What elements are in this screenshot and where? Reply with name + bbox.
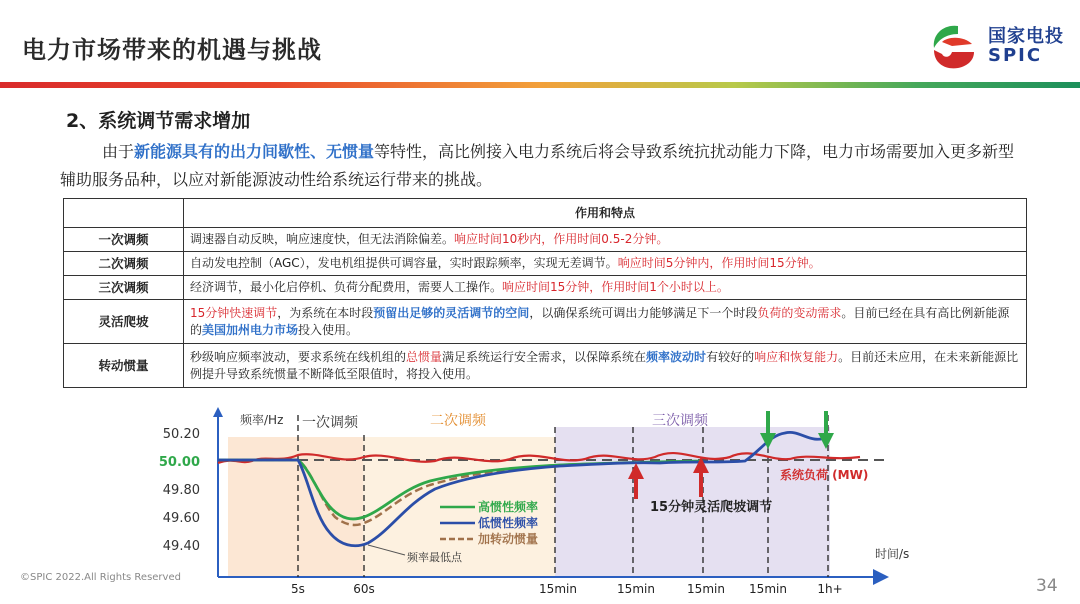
- table-row: [64, 300, 1027, 344]
- legend-high: 高惯性频率: [478, 500, 539, 514]
- intro-paragraph: [60, 138, 1020, 194]
- row-desc: [184, 344, 1027, 388]
- legend-low: 低惯性频率: [478, 516, 539, 530]
- phase3-label: 三次调频: [652, 413, 708, 429]
- desc-text: 有较好的: [706, 349, 755, 364]
- x-axis-label: 时间/s: [875, 547, 910, 561]
- row-desc: [184, 276, 1027, 300]
- desc-text: 经济调节，最小化启停机、负荷分配费用，需要人工操作。: [190, 280, 503, 294]
- x-tick: 15min: [749, 582, 787, 596]
- desc-text: 满足系统运行安全需求，以保障系统在: [442, 349, 647, 364]
- phase2-label: 二次调频: [430, 413, 486, 429]
- regulation-table: [63, 198, 1027, 388]
- y-tick: 50.00: [158, 455, 200, 470]
- row-label: 三次调频: [64, 276, 184, 300]
- spic-logo: [928, 20, 1068, 72]
- desc-emphasis: 美国加州电力市场: [202, 322, 299, 337]
- desc-highlight: 响应时间5分钟内，作用时间15分钟。: [617, 256, 821, 270]
- phase1-label: 一次调频: [302, 415, 358, 431]
- x-tick: 5s: [291, 582, 305, 596]
- y-tick: 49.40: [162, 539, 200, 554]
- load-label: 系统负荷 (MW): [780, 468, 869, 482]
- row-label: 二次调频: [64, 252, 184, 276]
- para-text: 由于: [102, 142, 135, 161]
- desc-text: 自动发电控制（AGC），发电机组提供可调容量，实时跟踪频率，实现无差调节。: [190, 256, 618, 270]
- desc-text: 。目前已经在具有高比例新能源的: [190, 305, 1010, 337]
- nadir-label: 频率最低点: [407, 551, 462, 564]
- table-header-blank: [64, 199, 184, 228]
- ramp-label: 15分钟灵活爬坡调节: [650, 500, 773, 515]
- table-row: [64, 344, 1027, 388]
- logo-chinese-text: 国家电投: [988, 26, 1064, 47]
- row-desc: [184, 252, 1027, 276]
- y-tick: 49.80: [162, 483, 200, 498]
- logo-english-text: SPIC: [988, 45, 1043, 66]
- legend: [440, 499, 538, 546]
- gradient-divider: [0, 82, 1080, 88]
- y-axis-arrow-icon: [213, 407, 223, 417]
- desc-highlight: 响应时间15分钟，作用时间1个小时以上。: [502, 280, 729, 294]
- row-desc: [184, 228, 1027, 252]
- frequency-diagram: [140, 405, 920, 597]
- y-axis-label: 频率/Hz: [240, 413, 284, 427]
- section-heading: 2、系统调节需求增加: [66, 110, 251, 132]
- y-tick: 49.60: [162, 511, 200, 526]
- x-tick: 15min: [687, 582, 725, 596]
- desc-text: ，为系统在本时段: [277, 305, 374, 320]
- x-tick: 15min: [539, 582, 577, 596]
- table-row: [64, 252, 1027, 276]
- page-number: 34: [1036, 576, 1058, 596]
- table-row: [64, 276, 1027, 300]
- legend-added: 加转动惯量: [478, 532, 539, 546]
- desc-text: 调速器自动反映，响应速度快，但无法消除偏差。: [190, 232, 455, 246]
- slide-title: 电力市场带来的机遇与挑战: [22, 36, 322, 64]
- desc-text: 秒级响应频率波动，要求系统在线机组的: [190, 349, 407, 364]
- row-desc: [184, 300, 1027, 344]
- desc-text: 投入使用。: [298, 322, 359, 337]
- desc-text: 。目前还未应用，在未来新能源比例提升导致系统惯量不断降低至限值时，将投入使用。: [190, 349, 1019, 381]
- x-tick: 60s: [353, 582, 375, 596]
- desc-highlight: 负荷的变动需求: [757, 305, 842, 320]
- row-label: 转动惯量: [64, 344, 184, 388]
- spic-logo-icon: [928, 20, 980, 72]
- desc-highlight: 响应和恢复能力: [754, 349, 839, 364]
- table-row: [64, 228, 1027, 252]
- row-label: 一次调频: [64, 228, 184, 252]
- desc-highlight: 总惯量: [406, 349, 443, 364]
- phase1-region: [228, 437, 363, 577]
- table-header: 作用和特点: [184, 199, 1027, 228]
- desc-emphasis: 频率波动时: [646, 349, 707, 364]
- desc-emphasis: 预留出足够的灵活调节的空间: [373, 305, 530, 320]
- para-text: 等特性，高比例接入电力系统后将会导致系统抗扰动能力下降，电力市场需要加入更多新型辅助服务品种，以应对新能源波动性给系统运行带来的挑战。: [60, 142, 1015, 189]
- desc-highlight: 响应时间10秒内，作用时间0.5-2分钟。: [454, 232, 669, 246]
- x-tick: 1h+: [817, 582, 843, 596]
- para-highlight: 新能源具有的出力间歇性、无惯量: [134, 142, 375, 161]
- row-label: 灵活爬坡: [64, 300, 184, 344]
- y-tick: 50.20: [162, 427, 200, 442]
- copyright-footer: ©SPIC 2022.All Rights Reserved: [20, 572, 181, 583]
- desc-text: ，以确保系统可调出力能够满足下一个时段: [529, 305, 758, 320]
- table-header-row: [64, 199, 1027, 228]
- desc-highlight: 15分钟快速调节: [190, 305, 278, 320]
- x-tick: 15min: [617, 582, 655, 596]
